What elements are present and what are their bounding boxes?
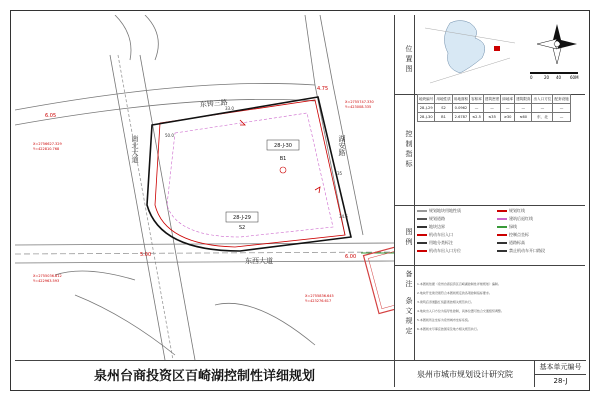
legend-label: 规划道路	[429, 216, 445, 221]
legend-item	[497, 216, 533, 222]
organization-name: 泉州市城市规划设计研究院	[394, 360, 535, 387]
table-row: 28-J-30 B1 2.6787 ≤2.5 ≤35 ≥30 ≤60 东、北 —	[418, 113, 571, 122]
legend-item	[417, 232, 453, 238]
legend-item	[497, 208, 525, 214]
svg-text:5.00: 5.00	[140, 252, 152, 258]
location-map	[420, 18, 520, 90]
svg-text:6.05: 6.05	[45, 113, 57, 119]
panel-divider	[414, 15, 415, 360]
category-rules: 条文规定	[405, 297, 413, 337]
svg-text:X=2755036.812: X=2755036.812	[33, 274, 62, 278]
scale-bar: 0 20 40 60M	[530, 72, 580, 84]
legend-item	[417, 224, 445, 230]
legend-label: 地块边界	[429, 224, 445, 229]
legend-swatch	[497, 226, 507, 228]
rule-line: 5.本图则所注坐标为泉州城市坐标系统。	[417, 318, 471, 322]
legend-item	[497, 248, 545, 254]
svg-text:28-J-29: 28-J-29	[233, 215, 251, 221]
rule-line: 2.地块开发建设须符合本图则规定的各项控制指标要求。	[417, 291, 492, 295]
svg-text:Y=423008.335: Y=423008.335	[345, 105, 372, 109]
svg-text:34.5: 34.5	[339, 214, 348, 219]
unit-code: 28-J	[535, 374, 586, 388]
svg-text:Y=423276.617: Y=423276.617	[305, 299, 332, 303]
category-note: 备注	[405, 270, 413, 290]
legend-label: 机动车出入口	[429, 232, 453, 237]
legend	[417, 208, 585, 264]
legend-label: 道路标高	[509, 240, 525, 245]
legend-item	[497, 224, 517, 230]
legend-label: 建筑后退红线	[509, 216, 533, 221]
divider-3	[394, 265, 585, 266]
rules-text	[417, 282, 585, 358]
svg-text:X=2756627.329: X=2756627.329	[33, 142, 62, 146]
legend-swatch	[417, 234, 427, 236]
rule-line: 6.本图则未尽事宜按国家及地方相关规范执行。	[417, 327, 480, 331]
legend-swatch	[417, 242, 427, 244]
control-table	[417, 94, 571, 122]
north-arrow-icon	[535, 22, 580, 67]
unit-code-box	[534, 360, 586, 387]
category-location: 位置图	[405, 45, 413, 75]
svg-text:湖安路: 湖安路	[338, 135, 346, 156]
legend-swatch	[497, 234, 507, 236]
svg-text:4.75: 4.75	[317, 86, 329, 92]
legend-swatch	[417, 210, 427, 212]
svg-text:Y=422963.593: Y=422963.593	[33, 279, 60, 283]
category-control: 控制指标	[405, 130, 413, 170]
legend-item	[417, 216, 445, 222]
legend-item	[417, 248, 461, 254]
legend-item	[417, 240, 453, 246]
legend-label: 规划地块用地性质	[429, 208, 461, 213]
svg-text:B1: B1	[279, 156, 287, 162]
legend-item	[497, 232, 529, 238]
svg-text:Y=422810.768: Y=422810.768	[33, 147, 60, 151]
page-title: 泉州台商投资区百崎湖控制性详细规划	[15, 360, 394, 387]
legend-label: 禁止机动车开口路段	[509, 248, 545, 253]
divider-2	[394, 205, 585, 206]
legend-item	[417, 208, 461, 214]
svg-text:X=2755747.330: X=2755747.330	[345, 100, 374, 104]
svg-text:28-J-30: 28-J-30	[274, 143, 292, 149]
legend-swatch	[417, 218, 427, 220]
unit-label: 基本单元编号	[539, 363, 582, 371]
legend-label: 用地分类标注	[429, 240, 453, 245]
legend-swatch	[497, 250, 507, 252]
legend-swatch	[497, 242, 507, 244]
rule-line: 3.建筑后退道路红线距离按相关规范执行。	[417, 300, 474, 304]
svg-text:S2: S2	[238, 225, 246, 231]
svg-text:X=2755836.645: X=2755836.645	[305, 294, 334, 298]
category-legend: 图例	[405, 228, 413, 248]
table-header-row: 地块编号 用地性质 用地面积 容积率 建筑密度 绿地率 建筑限高 出入口方位 配套设施	[418, 95, 571, 104]
legend-swatch	[497, 210, 507, 212]
legend-swatch	[417, 226, 427, 228]
table-row: 28-J-29 S2 0.0962 — — — — — —	[418, 104, 571, 113]
legend-label: 绿线	[509, 224, 517, 229]
legend-swatch	[417, 250, 427, 252]
svg-text:33.0: 33.0	[225, 106, 234, 111]
legend-label: 机动车出入口方位	[429, 248, 461, 253]
legend-label: 规划红线	[509, 208, 525, 213]
map-area[interactable]	[15, 15, 394, 360]
rule-line: 1.本图则依据《泉州台商投资区百崎湖控制性详细规划》编制。	[417, 282, 501, 286]
svg-text:50.0: 50.0	[165, 133, 174, 138]
svg-text:东西大道: 东西大道	[245, 257, 273, 265]
svg-text:35: 35	[337, 171, 343, 176]
legend-item	[497, 240, 525, 246]
svg-text:东铸三路: 东铸三路	[199, 98, 229, 109]
legend-swatch	[497, 218, 507, 220]
legend-label: 控制点坐标	[509, 232, 529, 237]
svg-text:6.00: 6.00	[345, 254, 357, 260]
svg-text:南北大道: 南北大道	[131, 135, 139, 163]
rule-line: 4.地块出入口方位为指导性控制，具体位置可结合交通组织调整。	[417, 309, 504, 313]
